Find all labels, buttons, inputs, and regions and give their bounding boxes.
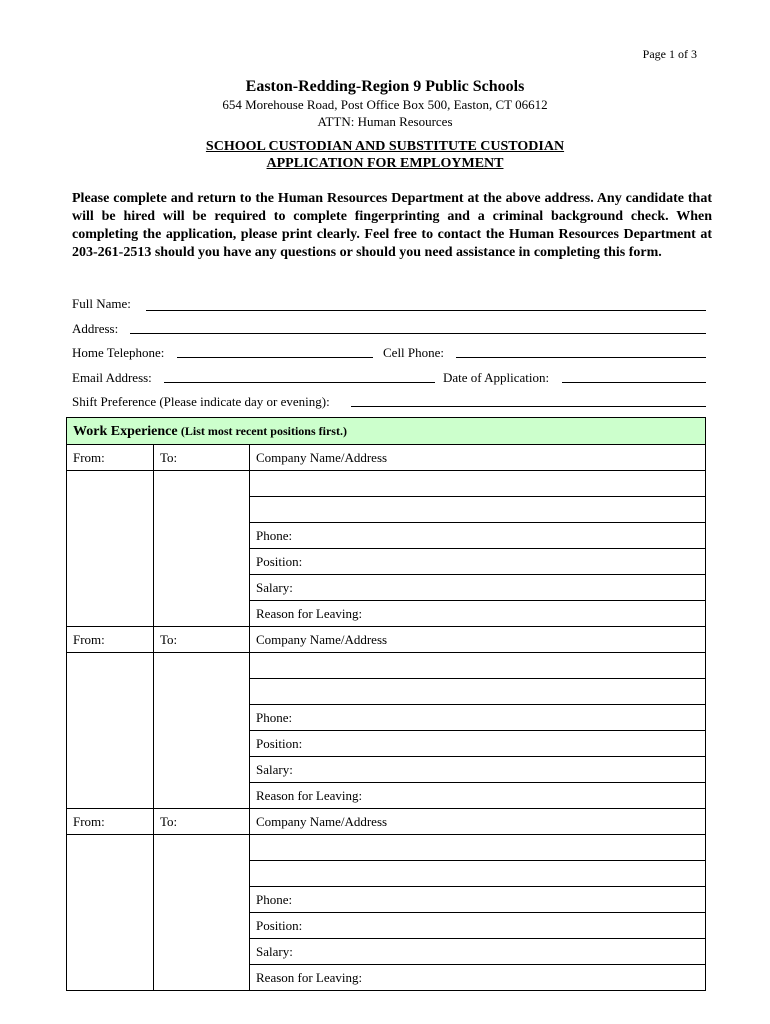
email-address-label: Email Address:: [72, 370, 152, 385]
work-experience-table: [66, 417, 706, 991]
district-address: 654 Morehouse Road, Post Office Box 500, Easton, CT 06612: [222, 97, 548, 112]
job-1-header-row: [67, 445, 706, 471]
job-1-salary-field[interactable]: Salary:: [250, 575, 706, 601]
job-3-company-line-1[interactable]: [250, 835, 706, 861]
job-3-header-row: [67, 809, 706, 835]
full-name-label: Full Name:: [72, 296, 131, 311]
job-1-to-field[interactable]: [154, 471, 250, 627]
job-1-position-field[interactable]: Position:: [250, 549, 706, 575]
job-2-company-line-1[interactable]: [250, 653, 706, 679]
job-3-position-field[interactable]: Position:: [250, 913, 706, 939]
job-2-salary-field[interactable]: Salary:: [250, 757, 706, 783]
form-title-line-2: APPLICATION FOR EMPLOYMENT: [266, 156, 504, 171]
job-2-reason-field[interactable]: Reason for Leaving:: [250, 783, 706, 809]
home-telephone-field[interactable]: [177, 357, 373, 358]
job-3-salary-field[interactable]: Salary:: [250, 939, 706, 965]
job-2-company-line-2[interactable]: [250, 679, 706, 705]
cell-phone-label: Cell Phone:: [383, 345, 445, 360]
job-2-to-label: To:: [154, 627, 250, 653]
shift-preference-field[interactable]: [351, 406, 706, 407]
page-number: Page 1 of 3: [642, 47, 697, 61]
shift-preference-label: Shift Preference (Please indicate day or evening):: [72, 394, 330, 409]
job-1-company-line-2[interactable]: [250, 497, 706, 523]
job-2-from-field[interactable]: [67, 653, 154, 809]
job-3-company-line-2[interactable]: [250, 861, 706, 887]
job-3-from-label: From:: [67, 809, 154, 835]
job-1-reason-field[interactable]: Reason for Leaving:: [250, 601, 706, 627]
job-1-from-field[interactable]: [67, 471, 154, 627]
job-2-header-row: [67, 627, 706, 653]
work-experience-header-row: [67, 418, 706, 445]
job-3-to-label: To:: [154, 809, 250, 835]
job-3-company-label: Company Name/Address: [250, 809, 706, 835]
date-of-application-field[interactable]: [562, 382, 706, 383]
date-of-application-label: Date of Application:: [443, 370, 550, 385]
job-1-phone-field[interactable]: Phone:: [250, 523, 706, 549]
instructions-paragraph: Please complete and return to the Human Resources Department at the above address. Any candidate that will be hired will be required to complete fingerprinting and a criminal background check. When completing the application, please print clearly. Feel free to contact the Human Resources Department at 203-261-2513 should you have any questions or should you need assistance in completing this form.: [72, 191, 712, 260]
job-2-to-field[interactable]: [154, 653, 250, 809]
address-label: Address:: [72, 321, 119, 336]
work-experience-title: Work Experience: [73, 423, 178, 439]
email-address-field[interactable]: [164, 382, 435, 383]
form-title: [0, 138, 770, 172]
district-address-block: [0, 96, 770, 130]
job-2-from-label: From:: [67, 627, 154, 653]
job-2-phone-field[interactable]: Phone:: [250, 705, 706, 731]
work-experience-subtitle: (List most recent positions first.): [180, 423, 347, 438]
address-field[interactable]: [130, 333, 706, 334]
district-name: Easton-Redding-Region 9 Public Schools: [245, 78, 525, 95]
job-1-row: [67, 471, 706, 497]
cell-phone-field[interactable]: [456, 357, 706, 358]
job-3-reason-field[interactable]: Reason for Leaving:: [250, 965, 706, 991]
job-1-from-label: From:: [67, 445, 154, 471]
job-1-company-label: Company Name/Address: [250, 445, 706, 471]
job-1-company-line-1[interactable]: [250, 471, 706, 497]
home-telephone-label: Home Telephone:: [72, 345, 165, 360]
attention-line: ATTN: Human Resources: [317, 114, 453, 129]
full-name-field[interactable]: [146, 310, 706, 311]
job-2-company-label: Company Name/Address: [250, 627, 706, 653]
job-1-to-label: To:: [154, 445, 250, 471]
job-2-row: [67, 653, 706, 679]
work-experience-header: [67, 418, 706, 445]
job-3-from-field[interactable]: [67, 835, 154, 991]
job-3-row: [67, 835, 706, 861]
job-3-to-field[interactable]: [154, 835, 250, 991]
form-title-line-1: SCHOOL CUSTODIAN AND SUBSTITUTE CUSTODIAN: [205, 139, 565, 154]
job-2-position-field[interactable]: Position:: [250, 731, 706, 757]
job-3-phone-field[interactable]: Phone:: [250, 887, 706, 913]
